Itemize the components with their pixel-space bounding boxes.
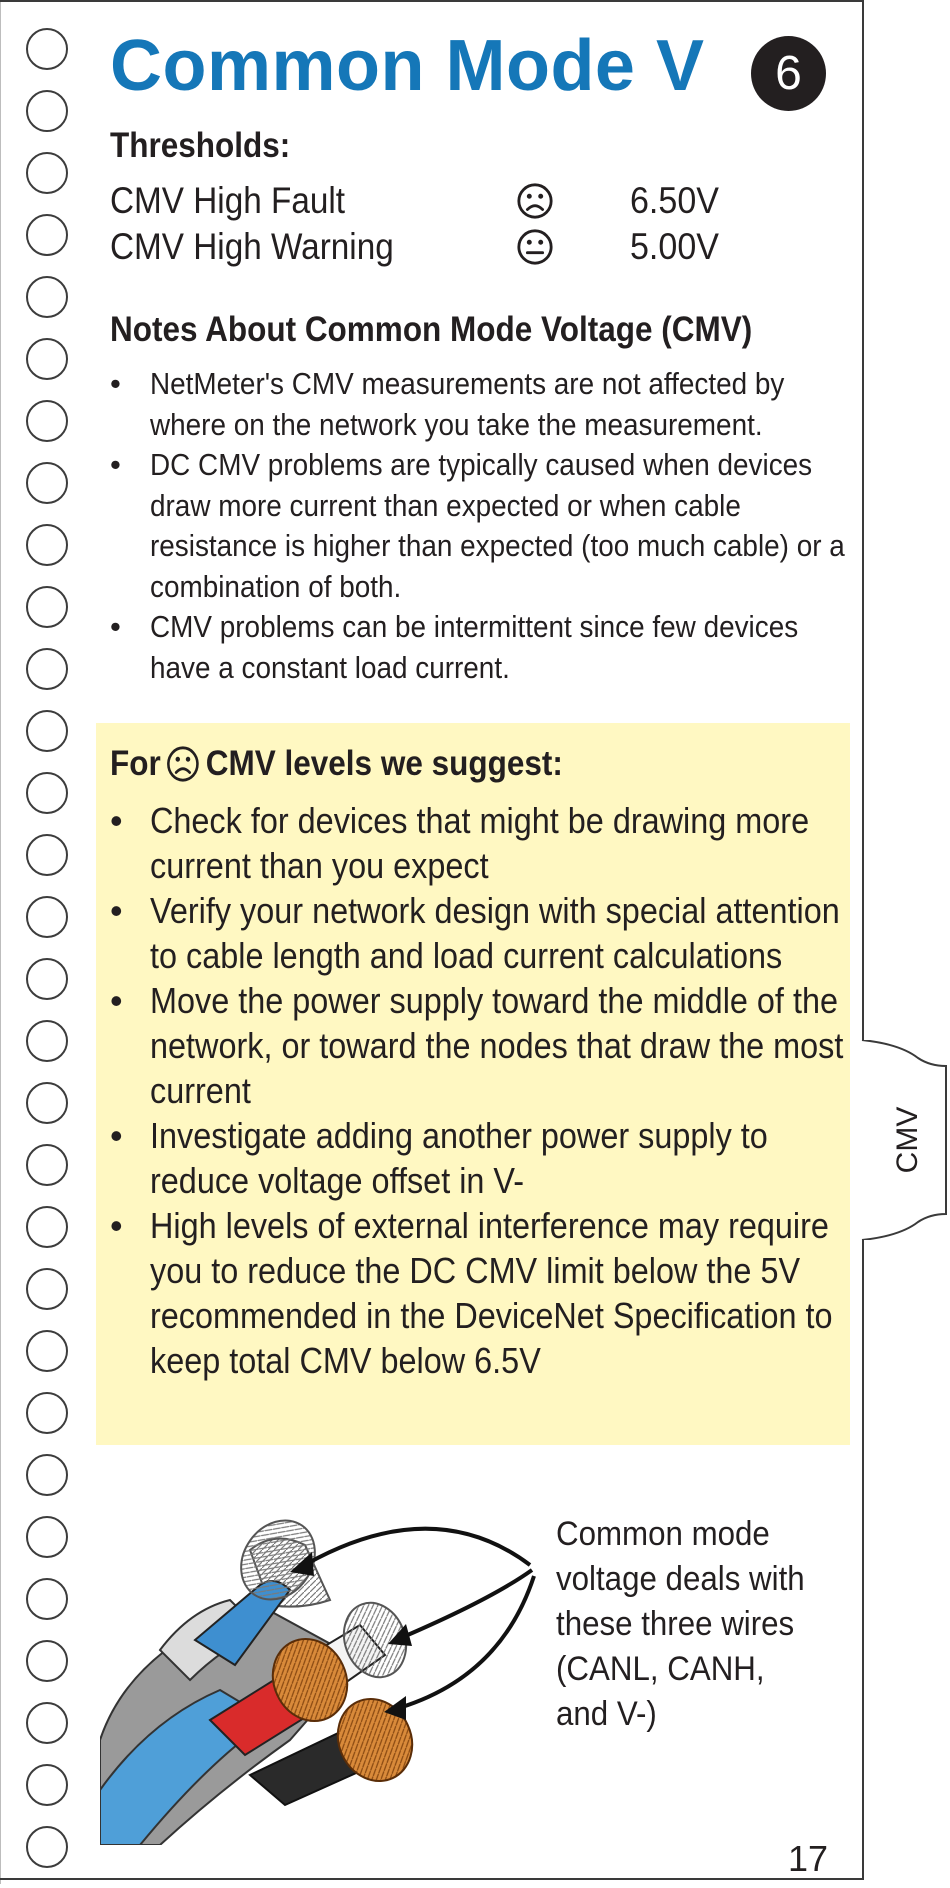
threshold-value: 6.50V xyxy=(630,180,719,221)
spiral-binding xyxy=(26,28,72,1888)
threshold-row-warning xyxy=(110,226,830,270)
binding-hole xyxy=(26,710,68,752)
binding-hole xyxy=(26,28,68,70)
threshold-row-fault xyxy=(110,180,830,224)
threshold-value: 5.00V xyxy=(630,226,719,267)
binding-hole xyxy=(26,1330,68,1372)
binding-hole xyxy=(26,958,68,1000)
binding-hole xyxy=(26,152,68,194)
page-number: 17 xyxy=(788,1838,829,1879)
binding-hole xyxy=(26,772,68,814)
binding-hole xyxy=(26,1578,68,1620)
binding-hole xyxy=(26,1702,68,1744)
notes-list xyxy=(110,364,850,688)
binding-hole xyxy=(26,1392,68,1434)
binding-hole xyxy=(26,1020,68,1062)
binding-hole xyxy=(26,462,68,504)
binding-hole xyxy=(26,400,68,442)
binding-hole xyxy=(26,1640,68,1682)
list-item: • Move the power supply toward the middle of the network, or toward the nodes that draw the most current xyxy=(110,978,850,1113)
binding-hole xyxy=(26,648,68,690)
thresholds-heading: Thresholds: xyxy=(110,126,291,165)
frown-icon xyxy=(516,182,554,220)
illustration-caption: Common mode voltage deals with these three wires (CANL, CANH, and V-) xyxy=(556,1515,805,1733)
binding-hole xyxy=(26,1826,68,1868)
section-number-badge: 6 xyxy=(751,36,826,111)
list-item: • NetMeter's CMV measurements are not affected by where on the network you take the measurement. xyxy=(110,364,850,445)
binding-hole xyxy=(26,586,68,628)
binding-hole xyxy=(26,90,68,132)
binding-hole xyxy=(26,338,68,380)
binding-hole xyxy=(26,1082,68,1124)
binding-hole xyxy=(26,276,68,318)
binding-hole xyxy=(26,214,68,256)
list-item: • CMV problems can be intermittent since few devices have a constant load current. xyxy=(110,607,850,688)
binding-hole xyxy=(26,524,68,566)
section-tab-label: CMV xyxy=(891,1106,924,1174)
list-item: • DC CMV problems are typically caused when devices draw more current than expected or when cable resistance is higher than expected (too much cable) or a combination of both. xyxy=(110,445,850,607)
frown-icon xyxy=(166,745,200,783)
suggestions-list xyxy=(110,798,850,1383)
cable-wires-illustration xyxy=(100,1490,570,1845)
list-item: • High levels of external interference may require you to reduce the DC CMV limit below the 5V recommended in the DeviceNet Specification to keep total CMV below 6.5V xyxy=(110,1203,850,1383)
suggestions-heading-prefix: For xyxy=(110,744,161,783)
binding-hole xyxy=(26,1144,68,1186)
list-item: • Verify your network design with special attention to cable length and load current calculations xyxy=(110,888,850,978)
binding-hole xyxy=(26,1454,68,1496)
suggestions-heading xyxy=(110,744,563,784)
page-title: Common Mode V xyxy=(110,26,705,106)
binding-hole xyxy=(26,1206,68,1248)
threshold-label: CMV High Fault xyxy=(110,180,346,221)
neutral-face-icon xyxy=(516,228,554,266)
binding-hole xyxy=(26,1764,68,1806)
binding-hole xyxy=(26,1268,68,1310)
list-item: • Check for devices that might be drawing more current than you expect xyxy=(110,798,850,888)
binding-hole xyxy=(26,834,68,876)
notes-heading: Notes About Common Mode Voltage (CMV) xyxy=(110,310,753,349)
suggestions-heading-suffix: CMV levels we suggest: xyxy=(205,744,563,783)
threshold-label: CMV High Warning xyxy=(110,226,394,267)
binding-hole xyxy=(26,896,68,938)
list-item: • Investigate adding another power supply to reduce voltage offset in V- xyxy=(110,1113,850,1203)
binding-hole xyxy=(26,1516,68,1558)
